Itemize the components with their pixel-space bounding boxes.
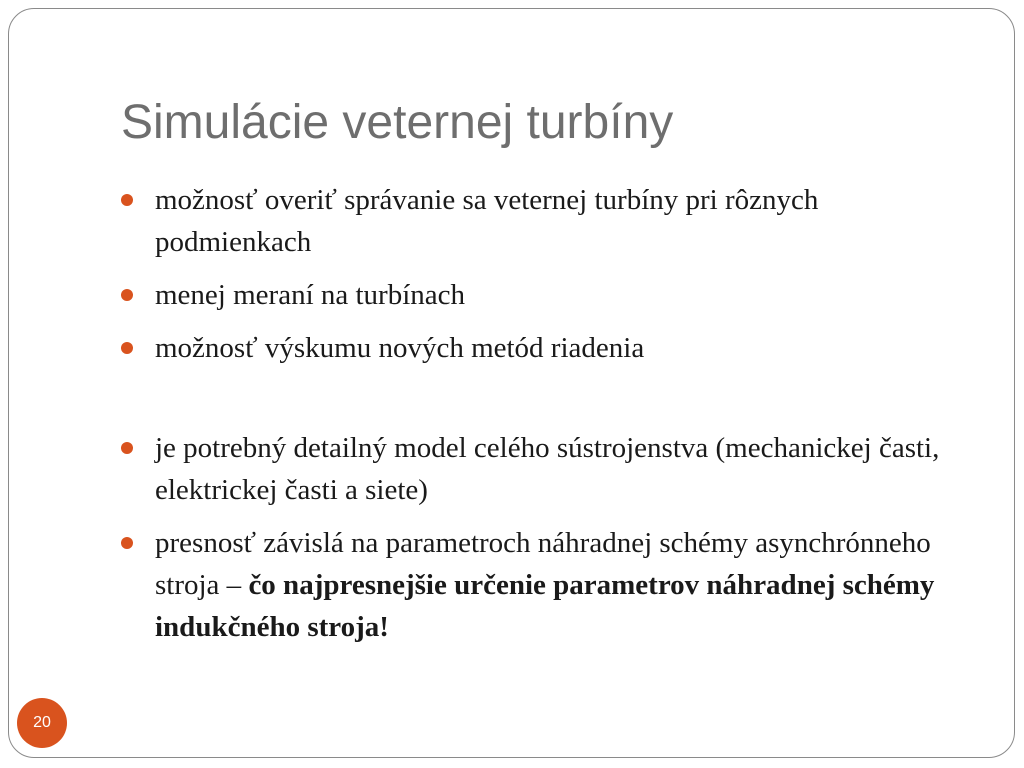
bullet-dot-icon [121,342,133,354]
bullet-list [121,179,951,659]
page-number: 20 [33,714,51,731]
page-number-badge [17,698,67,748]
bullet-dot-icon [121,289,133,301]
bullet-item [121,522,951,648]
bullet-item [121,427,951,511]
bullet-dot-icon [121,194,133,206]
bullet-dot-icon [121,537,133,549]
bullet-text: možnosť výskumu nových metód riadenia [155,332,645,364]
slide-frame [8,8,1015,758]
bullet-item [121,327,951,369]
bullet-text: je potrebný detailný model celého sústrojenstva (mechanickej časti, elektrickej časti a siete) [155,432,940,506]
bullet-dot-icon [121,442,133,454]
bullet-text: možnosť overiť správanie sa veternej turbíny pri rôznych podmienkach [155,184,819,258]
bullet-emphasis-text: čo najpresnejšie určenie parametrov náhradnej schémy indukčného stroja! [155,569,935,643]
bullet-text: menej meraní na turbínach [155,279,466,311]
bullet-text: presnosť závislá na parametroch náhradnej schémy asynchrónneho stroja – [155,527,931,601]
bullet-item [121,179,951,263]
slide-title: Simulácie veternej turbíny [121,96,674,149]
bullet-item [121,274,951,316]
